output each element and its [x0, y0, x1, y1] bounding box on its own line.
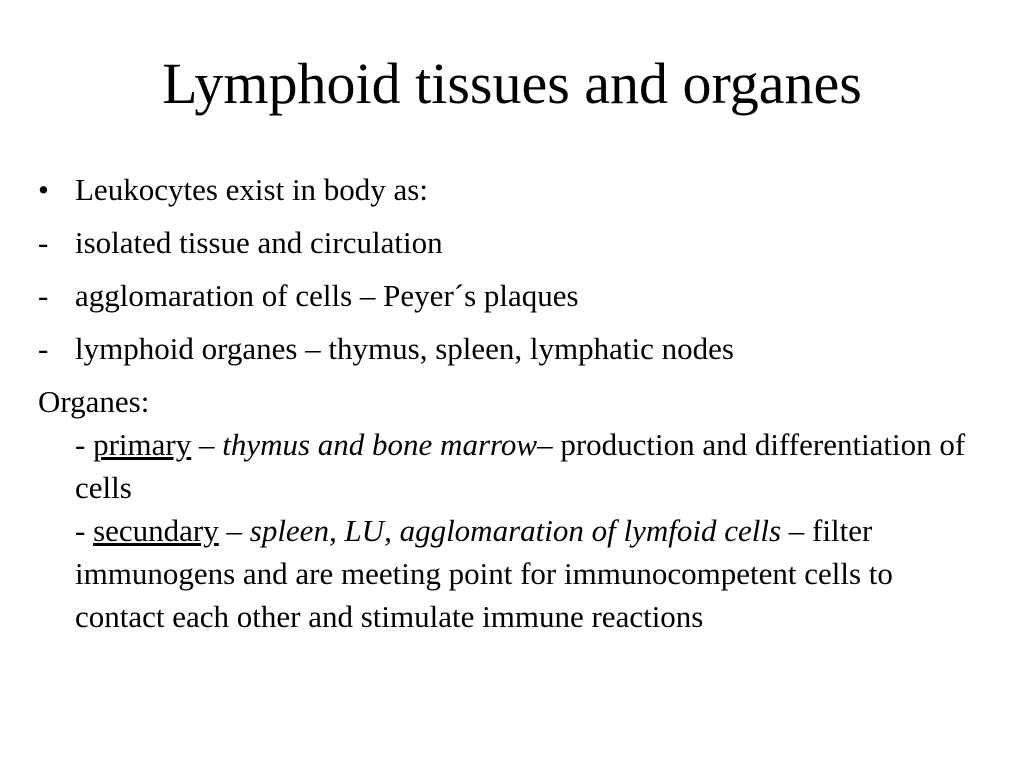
primary-description: – production and differentiation of cells: [75, 427, 966, 505]
secondary-organs: spleen, LU, agglomaration of lymfoid cells: [249, 513, 782, 548]
primary-organs: thymus and bone marrow: [222, 427, 538, 462]
primary-term: primary: [93, 427, 192, 462]
dash-marker: -: [38, 225, 49, 260]
dash-marker: -: [38, 278, 49, 313]
dash-item: [38, 274, 988, 317]
primary-dash: -: [75, 427, 94, 462]
primary-separator: –: [191, 427, 223, 462]
dash-item: [38, 327, 988, 370]
dash-item: [38, 221, 988, 264]
slide-body: [38, 168, 988, 638]
dash-item-text: lymphoid organes – thymus, spleen, lymphatic nodes: [75, 331, 734, 366]
intro-bullet-text: Leukocytes exist in body as:: [75, 172, 428, 207]
secondary-description: – filter immunogens and are meeting point for immunocompetent cells to contact each other and stimulate immune reactions: [75, 513, 893, 634]
secondary-dash: -: [75, 513, 94, 548]
dash-marker: -: [38, 331, 49, 366]
organes-heading: Organes:: [38, 384, 150, 419]
secondary-term: secundary: [93, 513, 219, 548]
secondary-separator: –: [218, 513, 250, 548]
dash-item-text: agglomaration of cells – Peyer´s plaques: [75, 278, 579, 313]
bullet-marker: •: [38, 172, 49, 207]
organes-secondary: [38, 509, 988, 638]
dash-item-text: isolated tissue and circulation: [75, 225, 443, 260]
slide-title: Lymphoid tissues and organes: [162, 51, 862, 116]
intro-bullet: [38, 168, 988, 211]
organes-primary: [38, 423, 988, 509]
